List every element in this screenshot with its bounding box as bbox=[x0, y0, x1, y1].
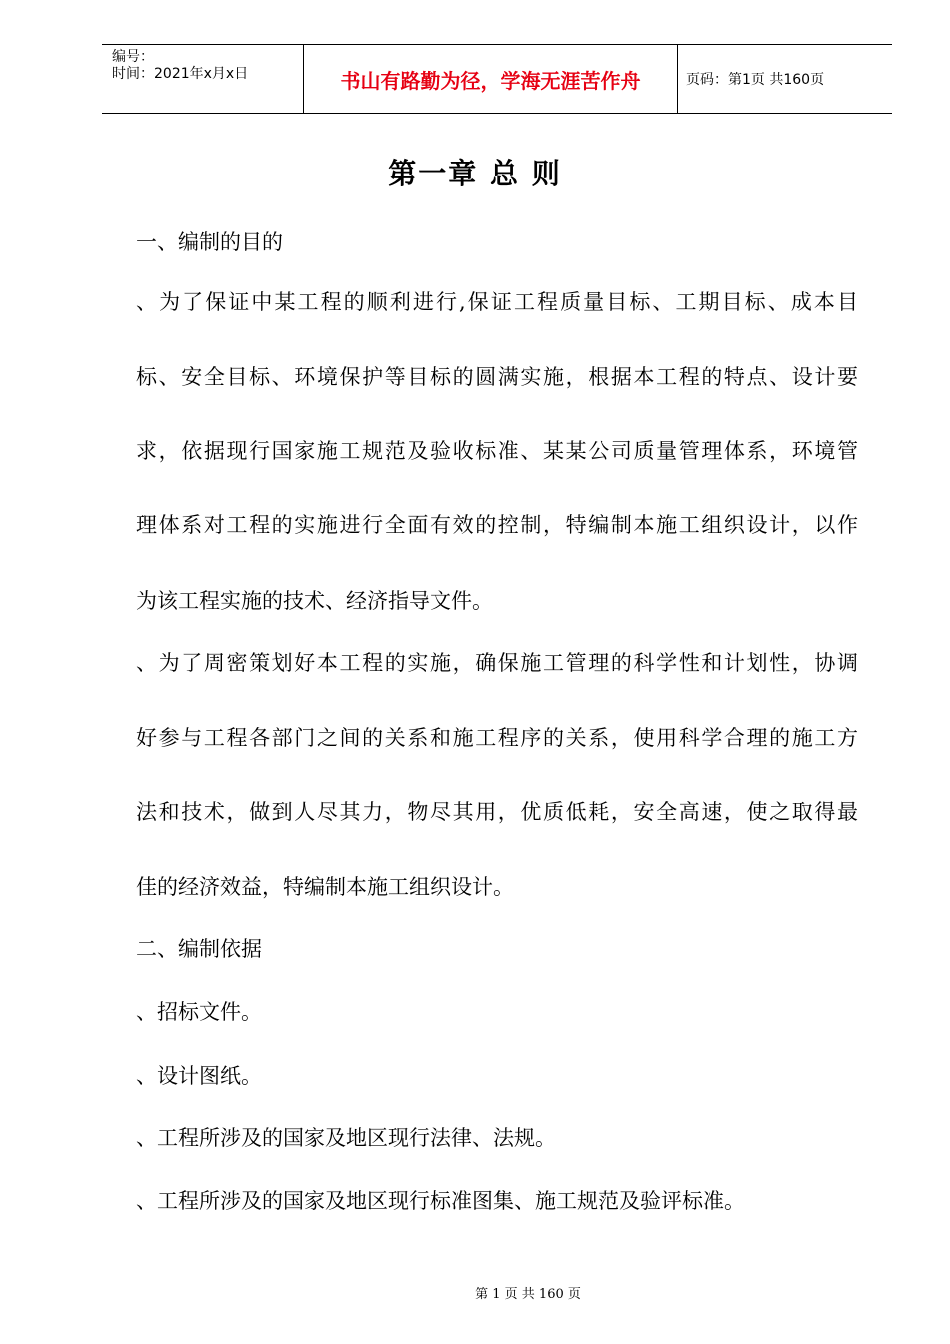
list-item: 、工程所涉及的国家及地区现行法律、法规。 bbox=[136, 1126, 556, 1150]
section-heading-purpose: 一、编制的目的 bbox=[136, 230, 283, 254]
document-time-label: 时间：2021年x月x日 bbox=[112, 66, 249, 82]
paragraph-line: 、为了周密策划好本工程的实施，确保施工管理的科学性和计划性，协调 bbox=[136, 651, 858, 675]
page-header bbox=[102, 44, 892, 114]
paragraph-line: 好参与工程各部门之间的关系和施工程序的关系，使用科学合理的施工方 bbox=[136, 726, 858, 750]
list-item: 、招标文件。 bbox=[136, 1000, 262, 1024]
list-item: 、工程所涉及的国家及地区现行标准图集、施工规范及验评标准。 bbox=[136, 1189, 745, 1213]
document-number-label: 编号： bbox=[112, 49, 154, 65]
paragraph-line: 为该工程实施的技术、经济指导文件。 bbox=[136, 589, 493, 613]
paragraph-line: 理体系对工程的实施进行全面有效的控制，特编制本施工组织设计，以作 bbox=[136, 513, 858, 537]
header-page-info: 页码：第1页 共160页 bbox=[686, 72, 825, 88]
list-item: 、设计图纸。 bbox=[136, 1064, 262, 1088]
chapter-title: 第一章 总 则 bbox=[388, 157, 562, 190]
header-motto: 书山有路勤为径，学海无涯苦作舟 bbox=[304, 45, 678, 113]
paragraph-line: 法和技术，做到人尽其力，物尽其用，优质低耗，安全高速，使之取得最 bbox=[136, 800, 858, 824]
paragraph-line: 、为了保证中某工程的顺利进行,保证工程质量目标、工期目标、成本目 bbox=[136, 290, 858, 314]
paragraph-line: 求，依据现行国家施工规范及验收标准、某某公司质量管理体系，环境管 bbox=[136, 439, 858, 463]
header-meta bbox=[102, 45, 304, 113]
paragraph-line: 佳的经济效益，特编制本施工组织设计。 bbox=[136, 875, 514, 899]
section-heading-basis: 二、编制依据 bbox=[136, 937, 262, 961]
paragraph-line: 标、安全目标、环境保护等目标的圆满实施，根据本工程的特点、设计要 bbox=[136, 365, 858, 389]
page-footer: 第 1 页 共 160 页 bbox=[475, 1287, 581, 1302]
